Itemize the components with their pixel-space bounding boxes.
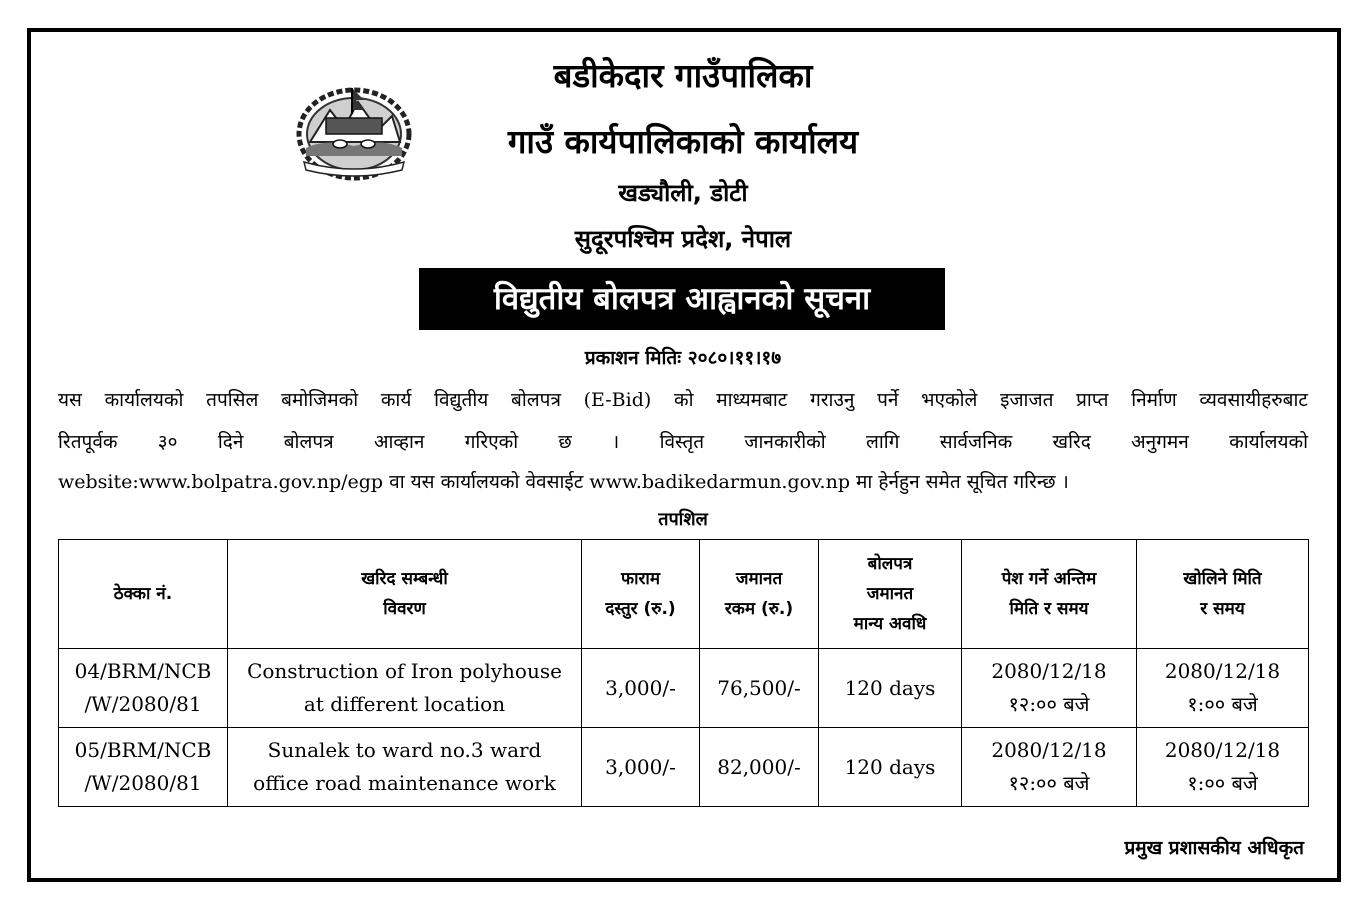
publish-date: प्रकाशन मितिः २०८०।११।१७ bbox=[584, 347, 782, 369]
header-submission-deadline: पेश गर्ने अन्तिम मिति र समय bbox=[962, 540, 1137, 649]
header-contract-no: ठेक्का नं. bbox=[59, 540, 228, 649]
signatory-title: प्रमुख प्रशासकीय अधिकृत bbox=[1124, 837, 1304, 859]
header-opening-date: खोलिने मिति र समय bbox=[1137, 540, 1309, 649]
header-security-amount: जमानत रकम (रु.) bbox=[700, 540, 819, 649]
cell-security-amount: 82,000/- bbox=[700, 728, 819, 807]
office-location: खड्यौली, डोटी bbox=[618, 179, 748, 207]
notice-paragraph-line-3: website:www.bolpatra.gov.np/egp वा यस कार्यालयको वेवसाईट www.badikedarmun.gov.np मा हेर्नहुन समेत सूचित गरिन्छ । bbox=[58, 471, 1069, 493]
cell-submission-deadline: 2080/12/18 १२:०० बजे bbox=[962, 649, 1137, 728]
cell-form-fee: 3,000/- bbox=[582, 649, 700, 728]
header-description: खरिद सम्बन्धी विवरण bbox=[228, 540, 582, 649]
notice-title: विद्युतीय बोलपत्र आह्वानको सूचना bbox=[419, 268, 945, 330]
table-row bbox=[59, 649, 1309, 728]
cell-validity: 120 days bbox=[819, 728, 962, 807]
notice-paragraph-line-2: रितपूर्वक ३० दिने बोलपत्र आव्हान गरिएको छ । विस्तृत जानकारीको लागि सार्वजनिक खरिद अनुगमन कार्यालयको bbox=[58, 431, 1308, 453]
cell-description: Construction of Iron polyhouse at different location bbox=[228, 649, 582, 728]
header-bid-security-validity: बोलपत्र जमानत मान्य अवधि bbox=[819, 540, 962, 649]
cell-opening-date: 2080/12/18 १:०० बजे bbox=[1137, 728, 1309, 807]
cell-description: Sunalek to ward no.3 ward office road maintenance work bbox=[228, 728, 582, 807]
cell-validity: 120 days bbox=[819, 649, 962, 728]
cell-opening-date: 2080/12/18 १:०० बजे bbox=[1137, 649, 1309, 728]
header-form-fee: फाराम दस्तुर (रु.) bbox=[582, 540, 700, 649]
cell-contract-no: 05/BRM/NCB /W/2080/81 bbox=[59, 728, 228, 807]
cell-security-amount: 76,500/- bbox=[700, 649, 819, 728]
cell-form-fee: 3,000/- bbox=[582, 728, 700, 807]
cell-submission-deadline: 2080/12/18 १२:०० बजे bbox=[962, 728, 1137, 807]
province-name: सुदूरपश्चिम प्रदेश, नेपाल bbox=[574, 225, 792, 253]
municipality-name: बडीकेदार गाउँपालिका bbox=[553, 56, 813, 95]
schedule-label: तपशिल bbox=[658, 509, 708, 530]
tender-table bbox=[58, 539, 1309, 807]
notice-paragraph-line-1: यस कार्यालयको तपसिल बमोजिमको कार्य विद्युतीय बोलपत्र (E-Bid) को माध्यमबाट गराउनु पर्ने भएकोले इजाजत प्राप्त निर्माण व्यवसायीहरुबाट bbox=[58, 389, 1308, 411]
table-header-row bbox=[59, 540, 1309, 649]
table-row bbox=[59, 728, 1309, 807]
cell-contract-no: 04/BRM/NCB /W/2080/81 bbox=[59, 649, 228, 728]
office-name: गाउँ कार्यपालिकाको कार्यालय bbox=[507, 122, 859, 161]
